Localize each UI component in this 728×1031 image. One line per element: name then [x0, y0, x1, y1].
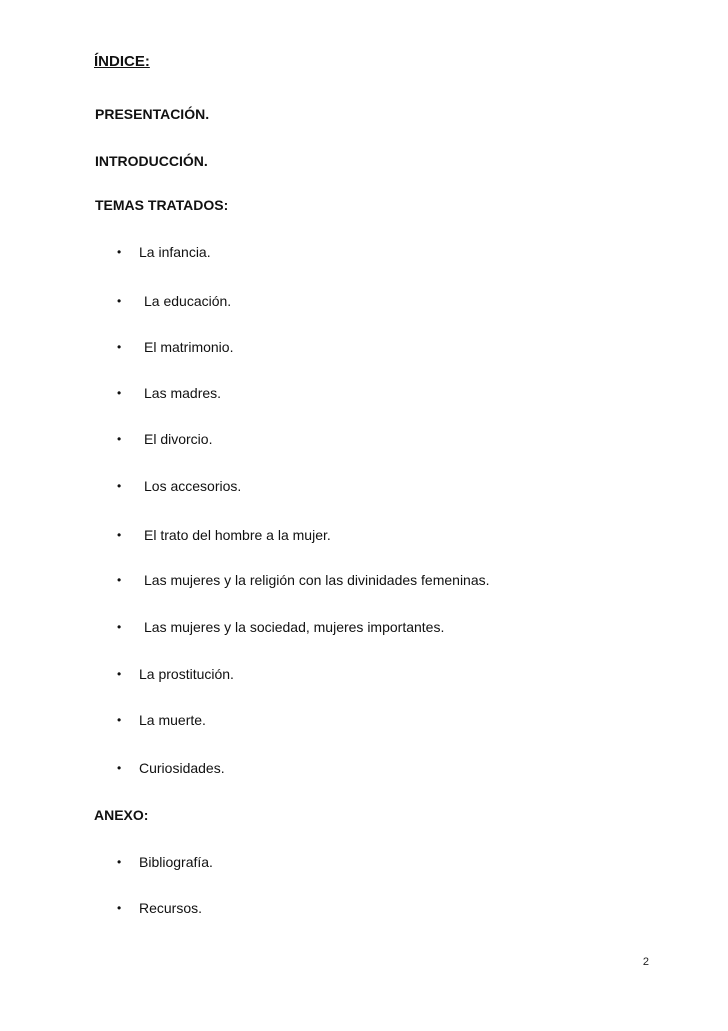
bullet-icon: • — [117, 340, 122, 354]
annex-heading: ANEXO: — [94, 807, 149, 823]
list-item: Las mujeres y la sociedad, mujeres importantes. — [144, 619, 445, 635]
list-item: La infancia. — [139, 244, 211, 260]
bullet-icon: • — [117, 620, 122, 634]
bullet-icon: • — [117, 713, 122, 727]
bullet-icon: • — [117, 294, 122, 308]
list-item: Los accesorios. — [144, 478, 242, 494]
bullet-icon: • — [117, 386, 122, 400]
bullet-icon: • — [117, 855, 122, 869]
list-item: Las madres. — [144, 385, 222, 401]
bullet-icon: • — [117, 667, 122, 681]
list-item: Recursos. — [139, 900, 203, 916]
index-title: ÍNDICE: — [94, 53, 150, 70]
page-number: 2 — [642, 956, 649, 968]
bullet-icon: • — [117, 479, 122, 493]
bullet-icon: • — [117, 761, 122, 775]
list-item: El divorcio. — [144, 431, 213, 447]
presentation-heading: PRESENTACIÓN. — [95, 106, 210, 122]
list-item: El matrimonio. — [144, 339, 234, 355]
bullet-icon: • — [117, 573, 122, 587]
introduction-heading: INTRODUCCIÓN. — [95, 153, 208, 169]
list-item: La educación. — [144, 293, 232, 309]
bullet-icon: • — [117, 432, 122, 446]
topics-heading: TEMAS TRATADOS: — [95, 197, 229, 213]
list-item: Curiosidades. — [139, 760, 225, 776]
bullet-icon: • — [117, 901, 122, 915]
list-item: La muerte. — [139, 712, 206, 728]
bullet-icon: • — [117, 245, 122, 259]
list-item: Las mujeres y la religión con las divinidades femeninas. — [144, 572, 490, 588]
list-item: Bibliografía. — [139, 854, 213, 870]
bullet-icon: • — [117, 528, 122, 542]
list-item: El trato del hombre a la mujer. — [144, 527, 331, 543]
list-item: La prostitución. — [139, 666, 234, 682]
